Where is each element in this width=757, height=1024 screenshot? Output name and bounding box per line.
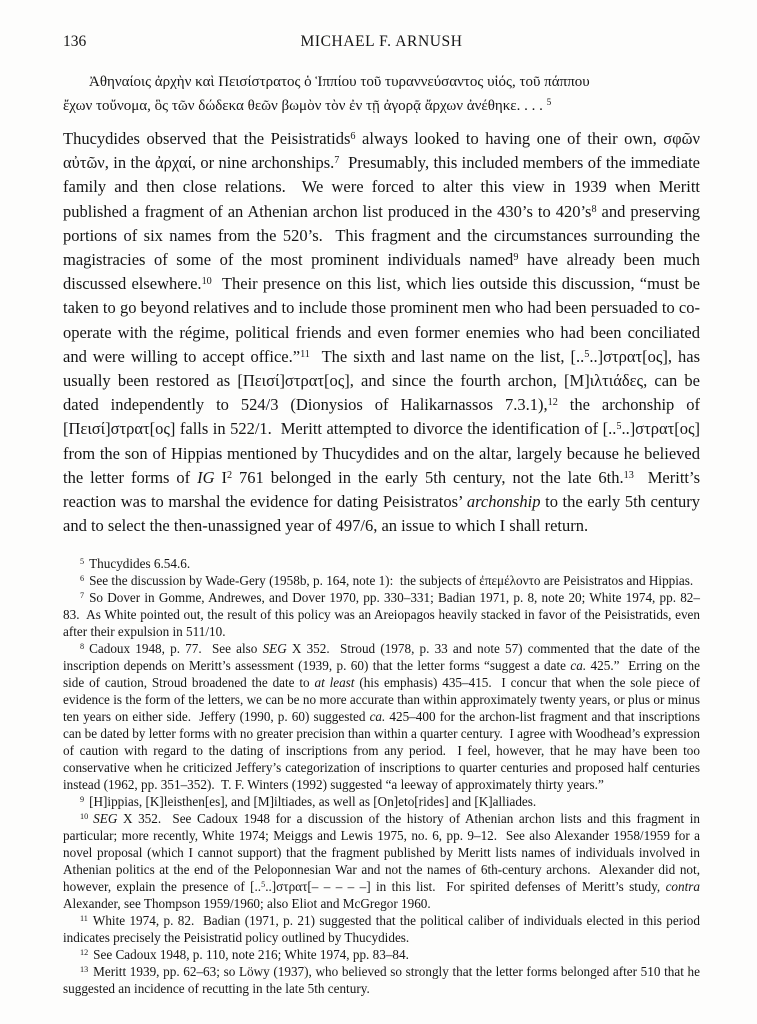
footnote-text: Cadoux 1948, p. 77. See also SEG X 352. Stroud (1978, p. 33 and note 57) commented that the date of the inscription depends on Meritt’s assessment (1939, p. 60) that the letter forms “suggest a date ca. 425.” Erring on the side of caution, Stroud broadened the date to at least (his emphasis) 435–415. I concur that when the sole piece of evidence is the form of the letters, we can be no more accurate than within approximately twenty years, or plus or minus ten years on either side. Jeffery (1990, p. 60) suggested ca. 425–400 for the archon-list fragment and that inscriptions can be dated by letter forms with no greater precision than within a quarter century. I agree with Woodhead’s expression of caution with regard to the dating of inscriptions from any period. I feel, however, that he may have been too conservative when he criticized Jeffery’s categorization of inscriptions to quarter centuries and proposed half centuries instead (1962, pp. 351–352). T. F. Winters (1992) suggested “a leeway of approximately thirty years.” — [63, 641, 701, 793]
footnote-text: See Cadoux 1948, p. 110, note 216; White 1974, pp. 83–84. — [93, 947, 409, 963]
footnote-number: 12 — [80, 948, 89, 958]
footnote — [63, 640, 700, 793]
footnote-number: 11 — [80, 914, 88, 924]
footnotes-section — [63, 555, 700, 997]
footnote — [63, 912, 700, 946]
footnote-number: 6 — [80, 574, 85, 584]
epigraph-line: ἔχων τοὔνομα, ὃς τῶν δώδεκα θεῶν βωμὸν τὸν ἐν τῇ ἀγορᾷ ἄρχων ἀνέθηκε. . . . $^5$ — [63, 97, 552, 114]
footnote — [63, 793, 700, 810]
footnote-text: SEG X 352. See Cadoux 1948 for a discussion of the history of Athenian archon lists and this fragment in particular; more recently, White 1974; Meiggs and Lewis 1975, no. 6, pp. 9–12. See also Alexander 1958/1959 for a novel proposal (which I cannot support) that the fragment published by Meritt lists names of individuals involved in Athenian politics at the end of the Peloponnesian War and not the names of 6th-century archons. Alexander did not, however, explain the presence of [..$^5$..]στρατ[– – – – –] in this list. For spirited defenses of Meritt’s study, contra Alexander, see Thompson 1959/1960; also Eliot and McGregor 1960. — [63, 811, 700, 912]
footnote-text: Thucydides 6.54.6. — [89, 556, 191, 572]
footnote — [63, 555, 700, 572]
footnote-number: 9 — [80, 795, 85, 805]
epigraph-line: Ἀθηναίοις ἀρχὴν καὶ Πεισίστρατος ὁ Ἱππίου τοῦ τυραννεύσαντος υἱός, τοῦ πάππου — [89, 74, 590, 90]
page-header — [63, 33, 700, 51]
footnote — [63, 810, 700, 912]
footnote — [63, 963, 700, 997]
footnote-text: So Dover in Gomme, Andrewes, and Dover 1970, pp. 330–331; Badian 1971, p. 8, note 20; White 1974, pp. 82–83. As White pointed out, the result of this policy was an Areiopagos heavily stacked in favor of the Peisistratids, even after their expulsion in 511/10. — [63, 590, 700, 640]
footnote-text: [H]ippias, [K]leisthen[es], and [M]iltiades, as well as [On]eto[rides] and [K]alliades. — [89, 794, 537, 810]
footnote — [63, 589, 700, 640]
footnote-number: 13 — [80, 965, 89, 975]
body-paragraph: Thucydides observed that the Peisistratids$^6$ always looked to having one of their own, σφῶν αὐτῶν, in the ἀρχαί, or nine archonships.$^7$ Presumably, this included members of the immediate family and then close relations. We were forced to alter this view in 1939 when Meritt published a fragment of an Athenian archon list produced in the 430’s to $420’s^8$ and preserving portions of six names from the 520’s. This fragment and the circumstances surrounding the magistracies of some of the most prominent individuals named$^9$ have already been much discussed elsewhere.$^{10}$ Their presence on this list, which lies outside this discussion, “must be taken to go beyond relatives and to include those prominent men who had been persuaded to co-operate with the régime, political friends and even former enemies who had been conciliated and were willing to accept office.”$^{11}$ The sixth and last name on the list, [..$^5$..]στρατ[ος], has usually been restored as [Πεισί]στρατ[ος], and since the fourth archon, [Μ]ιλτιάδες, can be dated independently to 524/3 (Dionysios of Halikarnassos 7.3.1),$^{12}$ the archonship of [Πεισί]στρατ[ος] falls in 522/1. Meritt attempted to divorce the identification of [..$^5$..]στρατ[ος] from the son of Hippias mentioned by Thucydides and on the altar, largely because he believed the letter forms of IG $I^2$ 761 belonged in the early 5th century, not the late 6th.$^{13}$ Meritt’s reaction was to marshal the evidence for dating Peisistratos’ archonship to the early 5th century and to select the then-unassigned year of 497/6, an issue to which I shall return. — [63, 129, 701, 536]
footnote-text: White 1974, p. 82. Badian (1971, p. 21) suggested that the political caliber of individuals elected in this period indicates precisely the Peisistratid policy outlined by Thucydides. — [63, 913, 700, 946]
footnote-number: 5 — [80, 557, 85, 567]
footnote-number: 7 — [80, 591, 85, 601]
footnote — [63, 572, 700, 589]
footnote-text: See the discussion by Wade-Gery (1958b, p. 164, note 1): the subjects of ἐπεμέλοντο are Peisistratos and Hippias. — [89, 573, 694, 589]
footnote-number: 8 — [80, 642, 85, 652]
footnote — [63, 946, 700, 963]
footnote-text: Meritt 1939, pp. 62–63; so Löwy (1937), who believed so strongly that the letter forms belonged after 510 that he suggested an incidence of recutting in the late 5th century. — [63, 964, 700, 997]
footnote-number: 10 — [80, 812, 89, 822]
page-number: 136 — [63, 33, 87, 50]
running-head: MICHAEL F. ARNUSH — [300, 33, 463, 50]
greek-epigraph — [63, 71, 700, 118]
